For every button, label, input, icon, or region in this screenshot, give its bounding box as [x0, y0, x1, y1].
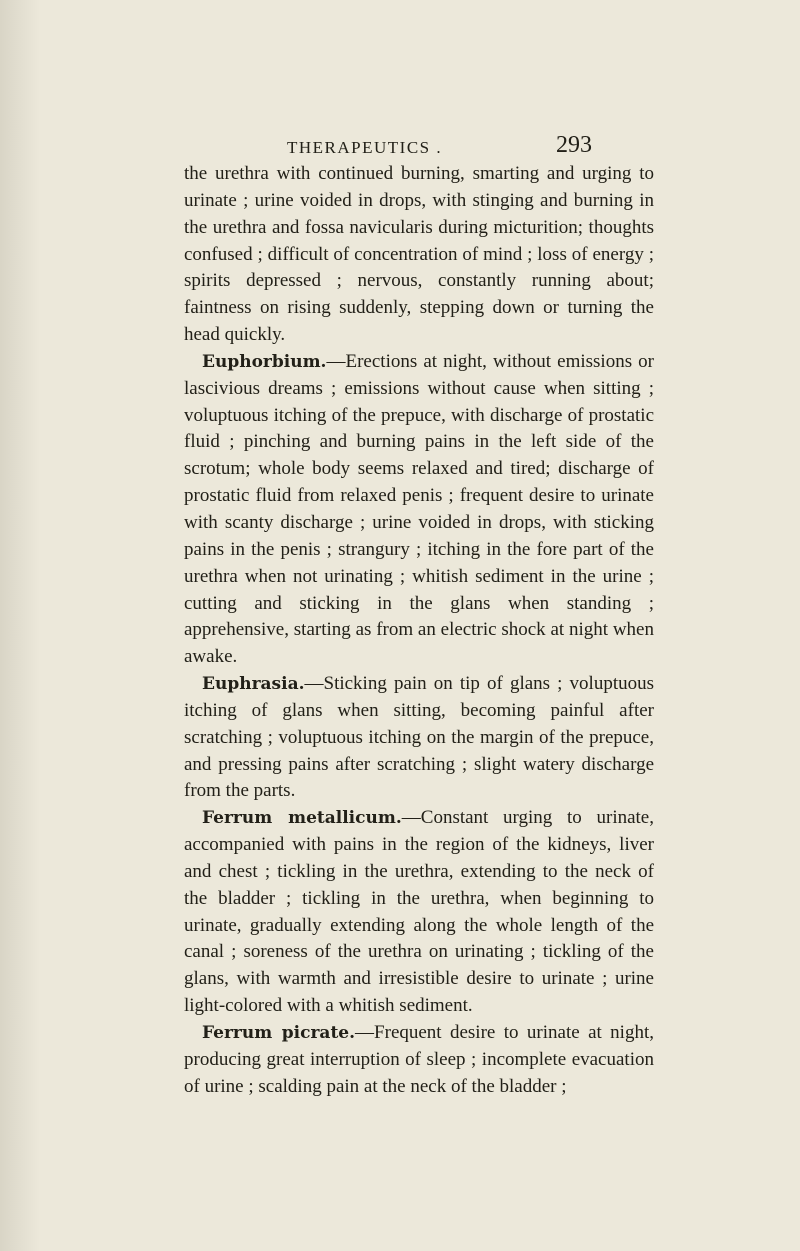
entry-euphorbium: [184, 349, 654, 671]
body-text: [184, 161, 654, 1101]
entry-ferrum-metallicum: [184, 805, 654, 1020]
continuation-paragraph: the urethra with continued burning, smarting and urging to urinate ; urine voided in drops, with stinging and burning in the urethra and fossa navicularis during micturition; thoughts confused ; difficult of concentration of mind ; loss of energy ; spirits depressed ; nervous, constantly running about; faintness on rising suddenly, stepping down or turning the head quickly.: [184, 163, 654, 346]
remedy-name: Ferrum metallicum.: [202, 808, 402, 829]
remedy-text: —Erections at night, without emissions or lascivious dreams ; emissions without cause when sitting ; voluptuous itching of the prepuce, with discharge of prostatic fluid ; pinching and burning pains in the left side of the scrotum; whole body seems relaxed and tired; discharge of prostatic fluid from relaxed penis ; frequent desire to urinate with scanty discharge ; urine voided in drops, with sticking pains in the penis ; strangury ; itching in the fore part of the urethra when not urinating ; whitish sediment in the urine ; cutting and sticking in the glans when standing ; apprehensive, starting as from an electric shock at night when awake.: [184, 350, 654, 668]
remedy-name: Euphrasia.: [202, 674, 305, 695]
remedy-name: Euphorbium.: [202, 351, 327, 372]
remedy-text: —Frequent desire to urinate at night, producing great interruption of sleep ; incomplete evacuation of urine ; scalding pain at the neck of the bladder ;: [184, 1022, 654, 1097]
running-head: THERAPEUTICS .: [287, 138, 443, 157]
remedy-text: —Constant urging to urinate, accompanied with pains in the region of the kidneys, liver and chest ; tickling in the urethra, extending to the neck of the bladder ; tickling in the urethra, when beginning to urinate, gradually extending along the whole length of the canal ; soreness of the urethra on urinating ; tickling of the glans, with warmth and irresistible desire to urinate ; urine light-colored with a whitish sediment.: [184, 807, 654, 1017]
page-number: 293: [556, 132, 592, 158]
entry-ferrum-picrate: [184, 1020, 654, 1101]
entry-euphrasia: [184, 671, 654, 805]
remedy-name: Ferrum picrate.: [202, 1023, 356, 1043]
remedy-text: —Sticking pain on tip of glans ; voluptuous itching of glans when sitting, becoming painful after scratching ; voluptuous itching on the margin of the prepuce, and pressing pains after scratching ; slight watery discharge from the parts.: [184, 673, 654, 802]
